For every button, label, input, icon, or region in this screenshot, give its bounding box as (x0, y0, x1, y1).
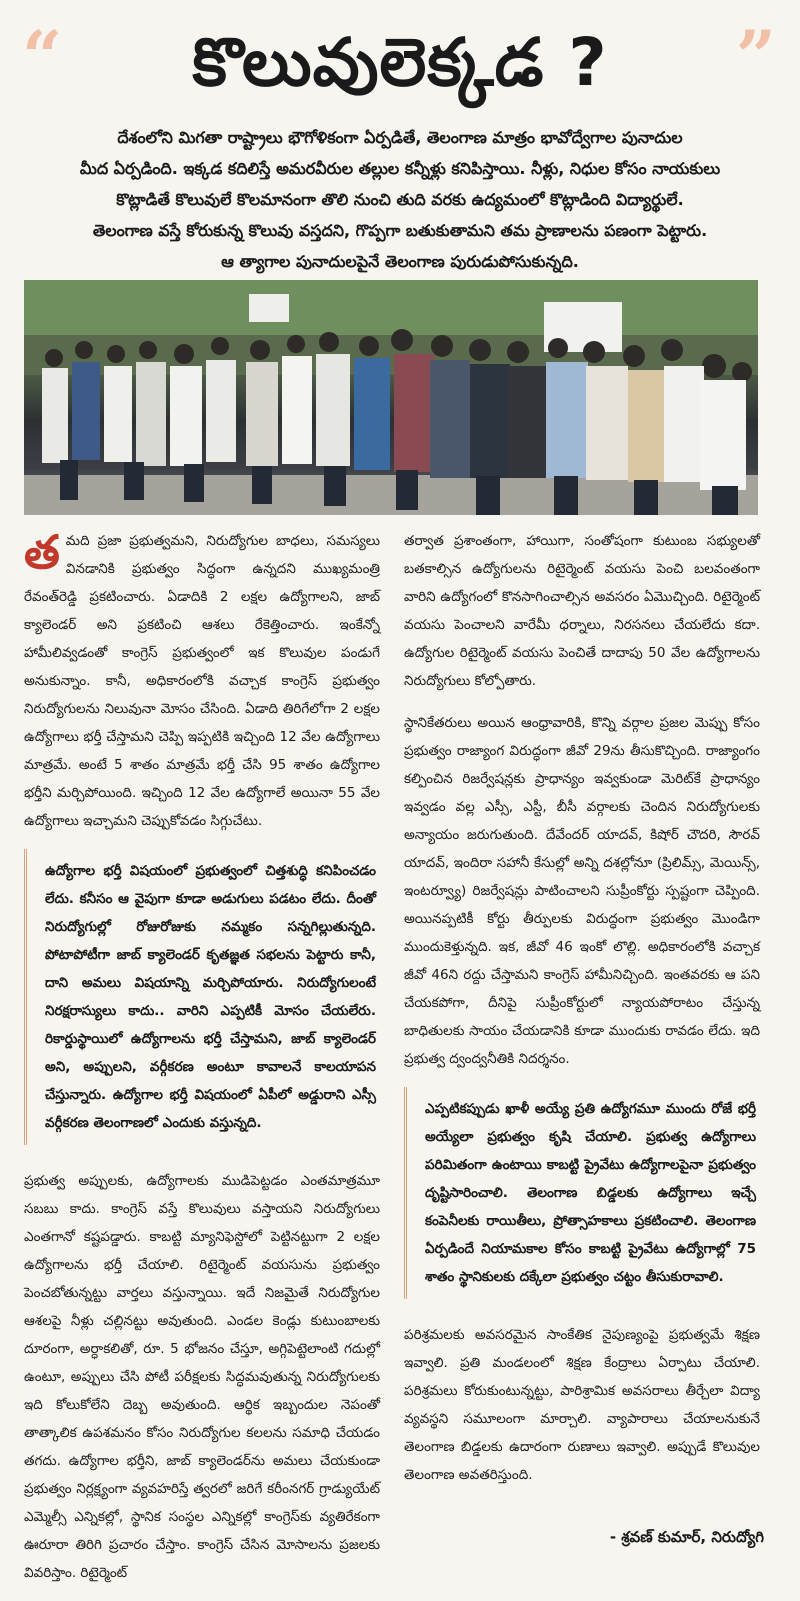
intro-line: దేశంలోని మిగతా రాష్ట్రాలు భౌగోళికంగా ఏర్పడితే, తెలంగాణ మాత్రం భావోద్వేగాల పునాదుల (117, 128, 683, 147)
body-paragraph (24, 527, 380, 835)
author-byline: - శ్రవణ్ కుమార్, నిరుద్యోగి (609, 1528, 764, 1546)
body-paragraph: పరిశ్రమలకు అవసరమైన సాంకేతిక నైపుణ్యంపై ప్రభుత్వమే శిక్షణ ఇవ్వాలి. ప్రతి మండలంలో శిక్షణ కేంద్రాలు ఏర్పాటు చేయాలి. పరిశ్రమలు కోరుకుంటున్నట్టు, పారిశ్రామిక అవసరాలు తీర్చేలా విద్యా వ్యవస్థని సమూలంగా మార్చాలి. వ్యాపారాలు చేయాలనుకునే తెలంగాణ బిడ్డలకు ఉదారంగా రుణాలు ఇవ్వాలి. అప్పుడే కొలువుల తెలంగాణ అవతరిస్తుంది. (404, 1327, 760, 1483)
quote-close-mark: ” (735, 15, 776, 98)
right-column (404, 527, 760, 1503)
body-paragraph: తర్వాత ప్రశాంతంగా, హాయిగా, సంతోషంగా కుటుంబ సభ్యులతో బతకాల్సిన ఉద్యోగులను రిటైర్మెంట్ వయసు పెంచి బలవంతంగా వారిని ఉద్యోగంలో కొనసాగించాల్సిన అవసరం ఏమొచ్చింది. రిటైర్మెంట్ వయసు పెంచాలని వారేమీ ధర్నాలు, నిరసనలు చేయలేదు కదా. ఉద్యోగుల రిటైర్మెంట్ వయసు పెంచితే దాదాపు 50 వేల ఉద్యోగాలను నిరుద్యోగులు కోల్పోతారు. (404, 533, 760, 689)
intro-line: మీద ఏర్పడింది. ఇక్కడ కదిలిస్తే అమరవీరుల తల్లుల కన్నీళ్లు కనిపిస్తాయి. నీళ్లు, నిధుల కోసం నాయకులు (79, 159, 721, 178)
left-column (24, 527, 380, 1601)
protest-photo-illustration (24, 280, 758, 515)
pull-quote (24, 849, 380, 1145)
article-title: కొలువులెక్కడ ? (192, 24, 608, 101)
body-paragraph: ప్రభుత్వ అప్పులకు, ఉద్యోగాలకు ముడిపెట్టడం ఎంతమాత్రమూ సబబు కాదు. కాంగ్రెస్ వస్తే కొలువులు వస్తాయని నిరుద్యోగులు ఎంతగానో కష్టపడ్డారు. కాబట్టి మ్యానిఫెస్టోలో పెట్టినట్టుగా 2 లక్షల ఉద్యోగాలను భర్తీ చేయాలి. రిటైర్మెంట్ వయసును ప్రభుత్వం పెంచబోతున్నట్టు వార్తలు వస్తున్నాయి. ఇదే నిజమైతే నిరుద్యోగుల ఆశలపై నీళ్లు చల్లినట్టు అవుతుంది. ఎండల కెండ్లు కుటుంబాలకు దూరంగా, అర్ధాకలితో, రూ. 5 భోజనం చేస్తూ, అగ్గిపెట్టెలాంటి గదుల్లో ఉంటూ, అప్పులు చేసి పోటీ పరీక్షలకు సిద్ధమవుతున్న నిరుద్యోగులకు ఇది కోలుకోలేని దెబ్బ అవుతుంది. ఆర్థిక ఇబ్బందుల నెపంతో తాత్కాలిక ఉపశమనం కోసం నిరుద్యోగుల కలలను సమాధి చేయడం తగదు. ఉద్యోగాల భర్తీని, జాబ్ క్యాలెండర్‌ను అమలు చేయకుండా ప్రభుత్వం నిర్లక్ష్యంగా వ్యవహరిస్తే త్వరలో జరిగే కరీంనగర్ గ్రాడ్యుయేట్ ఎమ్మెల్సీ ఎన్నికల్లో, స్థానిక సంస్థల ఎన్నికల్లో కాంగ్రెస్‌కు వ్యతిరేకంగా ఊరూరా తిరిగి ప్రచారం చేస్తాం. కాంగ్రెస్ చేసిన మోసాలను ప్రజలకు వివరిస్తాం. రిటైర్మెంట్ (24, 1173, 380, 1581)
quote-open-mark: “ (22, 15, 63, 98)
pull-quote-text: ఉద్యోగాల భర్తీ విషయంలో ప్రభుత్వంలో చిత్తశుద్ధి కనిపించడం లేదు. కనీసం ఆ వైపుగా కూడా అడుగులు పడటం లేదు. దీంతో నిరుద్యోగుల్లో రోజురోజుకు నమ్మకం సన్నగిల్లుతున్నది. పోటాపోటీగా జాబ్ క్యాలెండర్ కృతజ్ఞత సభలను పెట్టారు కానీ, దాని అమలు విషయాన్ని మర్చిపోయారు. నిరుద్యోగులంటే నిరక్షరాస్యులు కాదు.. వారిని ఎప్పటికీ మోసం చేయలేరు. రికార్డుస్థాయిలో ఉద్యోగాలను భర్తీ చేస్తామని, జాబ్ క్యాలెండర్ అని, అప్పులని, వర్గీకరణ అంటూ కావాలనే కాలయాపన చేస్తున్నారు. ఉద్యోగాల భర్తీ విషయంలో ఏపీలో అడ్డురాని ఎస్సీ వర్గీకరణ తెలంగాణలో ఎందుకు వస్తున్నది. (45, 863, 376, 1131)
headline-area (0, 0, 800, 120)
placard (249, 294, 289, 322)
intro-line: కొట్లాడితే కొలువులే కొలమానంగా తొలి నుంచి తుది వరకు ఉద్యమంలో కొట్లాడింది విద్యార్థులే. (116, 190, 684, 209)
protest-photo (24, 280, 758, 515)
body-paragraph-text: మది ప్రజా ప్రభుత్వమని, నిరుద్యోగుల బాధలు, సమస్యలు వినడానికి ప్రభుత్వం సిద్ధంగా ఉన్నదని ముఖ్యమంత్రి రేవంత్‌రెడ్డి ప్రకటించారు. ఏడాదికి 2 లక్షల ఉద్యోగాలని, జాబ్ క్యాలెండర్ అని ప్రకటించి ఆశలు రేకెత్తించారు. ఇంకేన్నో హామీలివ్వడంతో కాంగ్రెస్ ప్రభుత్వంలో ఇక కొలువుల పండుగే అనుకున్నాం. కానీ, అధికారంలోకి వచ్చాక కాంగ్రెస్ ప్రభుత్వం నిరుద్యోగులను నిలువునా మోసం చేసింది. ఏడాది తిరిగేలోగా 2 లక్షల ఉద్యోగాలు భర్తీ చేస్తామని చెప్పి ఇప్పటికి ఇచ్చింది 12 వేల ఉద్యోగాలు మాత్రమే. అంటే 5 శాతం మాత్రమే భర్తీ చేసి 95 శాతం ఉద్యోగాల భర్తీని మర్చిపోయింది. ఇచ్చింది 12 వేల ఉద్యోగాలే అయినా 55 వేల ఉద్యోగాలు ఇచ్చామని చెప్పుకోవడం సిగ్గుచేటు. (24, 533, 380, 829)
body-paragraph: స్థానికేతరులు అయిన ఆంధ్రావారికి, కొన్ని వర్గాల ప్రజల మెప్పు కోసం ప్రభుత్వం రాజ్యాంగ విరుద్ధంగా జీవో 29ను తీసుకొచ్చింది. రాజ్యాంగం కల్పించిన రిజర్వేషన్లకు ప్రాధాన్యం ఇవ్వకుండా మెరిట్‌కే ప్రాధాన్యం ఇవ్వడం వల్ల ఎస్సీ, ఎస్టీ, బీసీ వర్గాలకు చెందిన నిరుద్యోగులకు అన్యాయం జరుగుతుంది. దేవేందర్ యాదవ్, కిషోర్ చౌదరి, సౌరవ్ యాదవ్, ఇందిరా సహానీ కేసుల్లో అన్ని దశల్లోనూ (ప్రిలిమ్స్, మెయిన్స్, ఇంటర్వ్యూ) రిజర్వేషన్లు పాటించాలని సుప్రీంకోర్టు స్పష్టంగా చెప్పింది. అయినప్పటికీ కోర్టు తీర్పులకు విరుద్ధంగా ప్రభుత్వం మొండిగా ముందుకెళ్తున్నది. ఇక, జీవో 46 ఇంకో లొల్లి. అధికారంలోకి వచ్చాక జీవో 46ని రద్దు చేస్తామని కాంగ్రెస్ హామీనిచ్చింది. ఇంతవరకు ఆ పని చేయకపోగా, దీనిపై సుప్రీంకోర్టులో న్యాయపోరాటం చేస్తున్న బాధితులకు సాయం చేయడానికి కూడా ముందుకు రావడం లేదు. ఇది ప్రభుత్వ ద్వంద్వనీతికి నిదర్శనం. (404, 715, 760, 1067)
drop-cap: త (24, 525, 60, 579)
pull-quote (404, 1087, 760, 1299)
intro-line: తెలంగాణ వస్తే కోరుకున్న కొలువు వస్తదని, గొప్పగా బతుకుతామని తమ ప్రాణాలను పణంగా పెట్టారు. (92, 221, 708, 240)
article-body (24, 525, 760, 1581)
intro-line: ఆ త్యాగాల పునాదులపైనే తెలంగాణ పురుడుపోసుకున్నది. (221, 252, 579, 271)
pull-quote-text: ఎప్పటికప్పుడు ఖాళీ అయ్యే ప్రతి ఉద్యోగమూ ముందు రోజే భర్తీ అయ్యేలా ప్రభుత్వం కృషి చేయాలి. ప్రభుత్వ ఉద్యోగాలు పరిమితంగా ఉంటాయి కాబట్టి ప్రైవేటు ఉద్యోగాలపైనా ప్రభుత్వం దృష్టిసారించాలి. తెలంగాణ బిడ్డలకు ఉద్యోగాలు ఇచ్చే కంపెనీలకు రాయితీలు, ప్రోత్సాహకాలు ప్రకటించాలి. తెలంగాణ ఏర్పడిందే నియామకాల కోసం కాబట్టి ప్రైవేటు ఉద్యోగాల్లో 75 శాతం స్థానికులకు దక్కేలా ప్రభుత్వం చట్టం తీసుకురావాలి. (425, 1101, 756, 1285)
intro-block (40, 122, 760, 277)
